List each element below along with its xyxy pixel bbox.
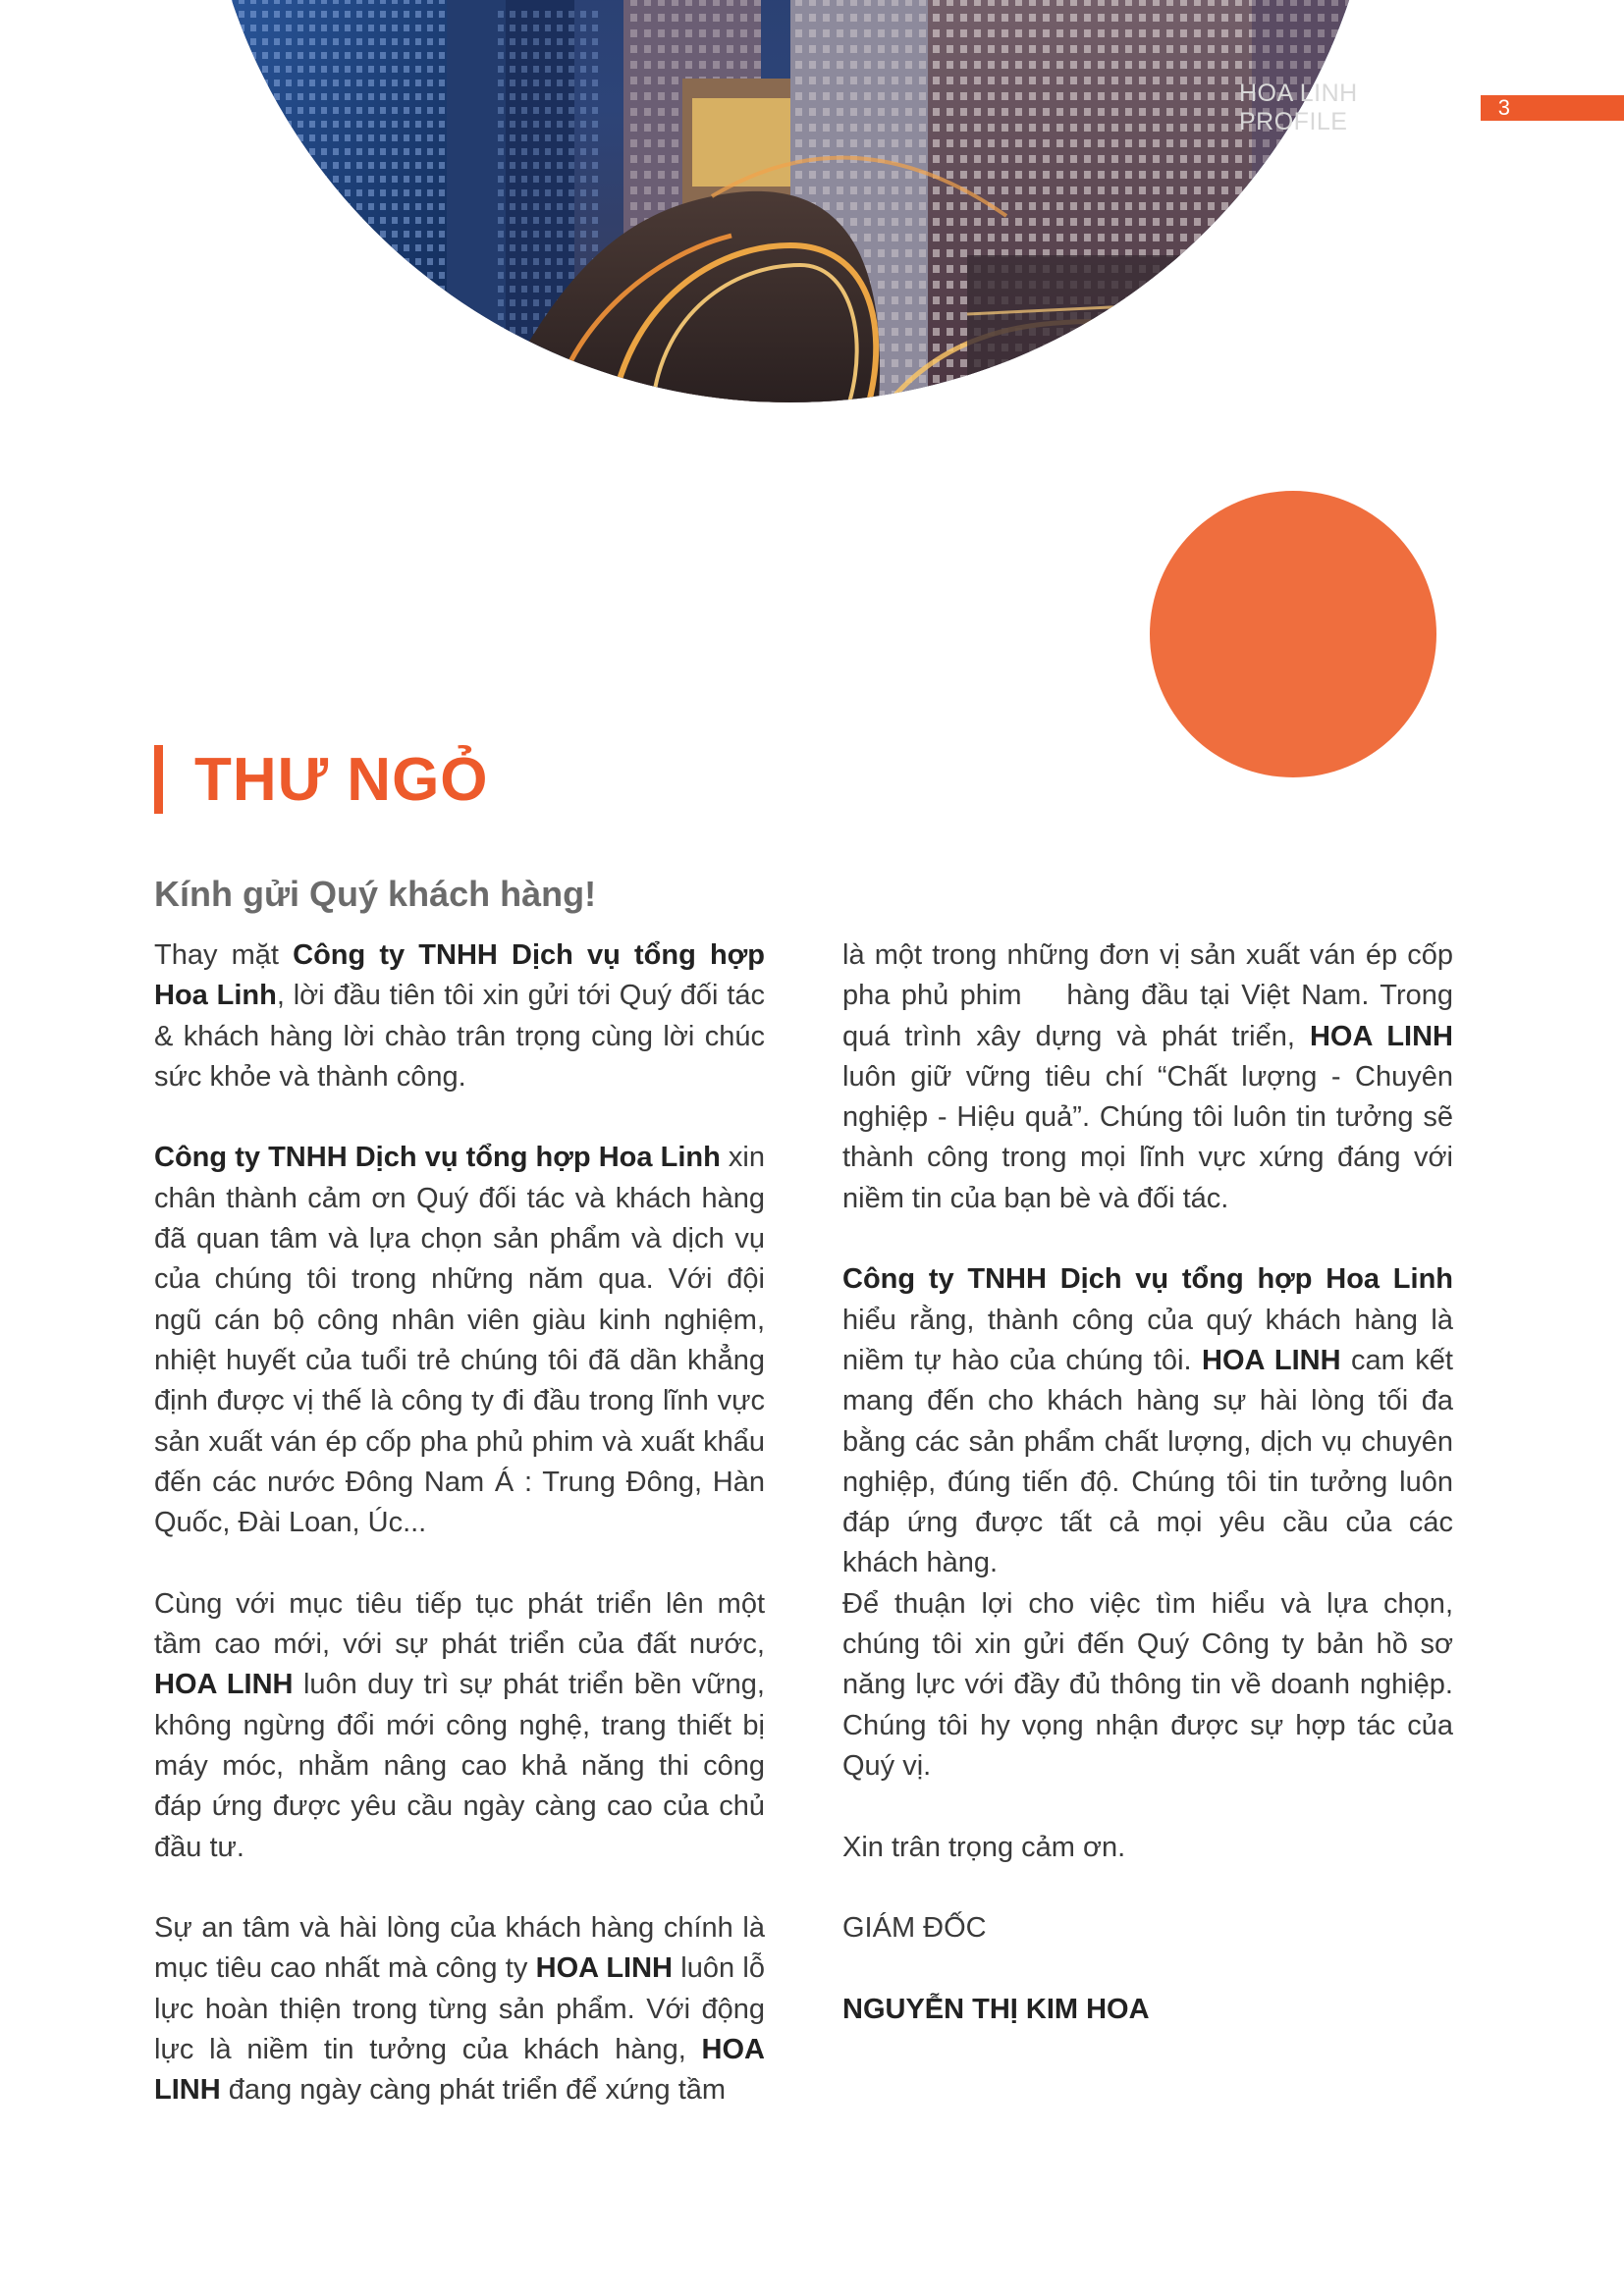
- paragraph: [154, 1138, 765, 1543]
- text: , lời đầu tiên tôi xin gửi tới Quý đối tác & khách hàng lời chào trân trọng cùng lời chúc sức khỏe và thành công.: [154, 980, 766, 1093]
- text: luôn giữ vững tiêu chí “Chất lượng - Chuyên nghiệp - Hiệu quả”. Chúng tôi luôn tin tưởng sẽ thành công trong mọi lĩnh vực xứng đáng với niềm tin của bạn bè và đối tác.: [842, 1060, 1453, 1214]
- text: Sự an tâm và hài lòng của khách hàng chính là mục tiêu cao nhất mà công ty: [154, 1912, 765, 1985]
- section-title: [154, 744, 489, 815]
- brand-name: HOA LINH: [154, 1669, 294, 1701]
- text: là một trong những đơn vị sản xuất ván ép cốp pha phủ phim hàng đầu tại Việt Nam. Trong quá trình xây dựng và phát triển,: [842, 939, 1462, 1052]
- page-number: 3: [1497, 95, 1511, 120]
- paragraph: Để thuận lợi cho việc tìm hiểu và lựa chọn, chúng tôi xin gửi đến Quý Công ty bản hồ sơ năng lực với đầy đủ thông tin về doanh nghiệp. Chúng tôi hy vọng nhận được sự hợp tác của Quý vị.: [842, 1587, 1453, 1782]
- page-header: [1239, 80, 1624, 135]
- paragraph: [154, 1584, 765, 1868]
- brand-name: HOA LINH: [1202, 1344, 1341, 1376]
- text: Cùng với mục tiêu tiếp tục phát triển lên một tầm cao mới, với sự phát triển của đất nước,: [154, 1587, 765, 1661]
- title-accent-bar: [154, 745, 163, 814]
- signer-name: [842, 1990, 1453, 2030]
- hero-city-photo: [201, 0, 1380, 402]
- closing-thanks: Xin trân trọng cảm ơn.: [842, 1831, 1126, 1863]
- text: luôn lỗ lực hoàn thiện trong từng sản phẩm. Với động lực là niềm tin tưởng của khách hàng,: [154, 1952, 766, 2066]
- brand-name: HOA LINH: [154, 2034, 765, 2107]
- paragraph: [154, 1908, 765, 2110]
- company-name: Công ty TNHH Dịch vụ tổng hợp Hoa Linh: [154, 1142, 721, 1174]
- decorative-orange-circle: [1150, 491, 1436, 777]
- text: Thay mặt: [154, 939, 294, 971]
- paragraph: [842, 1259, 1453, 1583]
- brand-name: HOA LINH: [535, 1952, 673, 1985]
- letter-column-right: [842, 935, 1462, 2070]
- page-number-bar: [1481, 95, 1624, 121]
- page-title: THƯ NGỎ: [194, 745, 489, 814]
- signer-name-text: NGUYỄN THỊ KIM HOA: [842, 1993, 1150, 2025]
- company-name: Công ty TNHH Dịch vụ tổng hợp Hoa Linh: [842, 1263, 1453, 1296]
- text: xin chân thành cảm ơn Quý đối tác và khách hàng đã quan tâm và lựa chọn sản phẩm và dịch vụ của chúng tôi trong những năm qua. Với đội ngũ cán bộ công nhân viên giàu kinh nghiệm, nhiệt huyết của tuổi trẻ chúng tôi đã dần khẳng định được vị thế là công ty đi đầu trong lĩnh vực sản xuất ván ép cốp pha phủ phim và xuất khẩu đến các nước Đông Nam Á : Trung Đông, Hàn Quốc, Đài Loan, Úc...: [154, 1142, 765, 1539]
- greeting: Kính gửi Quý khách hàng!: [154, 874, 597, 914]
- paragraph: [842, 935, 1462, 1219]
- text: cam kết mang đến cho khách hàng sự hài lòng tối đa bằng các sản phẩm chất lượng, dịch vụ chuyên nghiệp, đúng tiến độ. Chúng tôi tin tưởng luôn đáp ứng được tất cả mọi yêu cầu của các khách hàng.: [842, 1344, 1453, 1579]
- letter-column-left: [154, 935, 765, 2111]
- company-name: Công ty TNHH Dịch vụ tổng hợp Hoa Linh: [154, 939, 765, 1012]
- header-brand: HOA LINH PROFILE: [1239, 80, 1358, 135]
- paragraph: [154, 935, 765, 1097]
- text: hiểu rằng, thành công của quý khách hàng là niềm tự hào của chúng tôi.: [842, 1304, 1453, 1376]
- text: đang ngày càng phát triển để xứng tầm: [220, 2074, 727, 2107]
- text: luôn duy trì sự phát triển bền vững, không ngừng đổi mới công nghệ, trang thiết bị máy móc, nhằm nâng cao khả năng thi công đáp ứng được yêu cầu ngày càng cao của chủ đầu tư.: [154, 1669, 765, 1863]
- signer-role: GIÁM ĐỐC: [842, 1912, 987, 1945]
- brand-name: HOA LINH: [1309, 1020, 1453, 1052]
